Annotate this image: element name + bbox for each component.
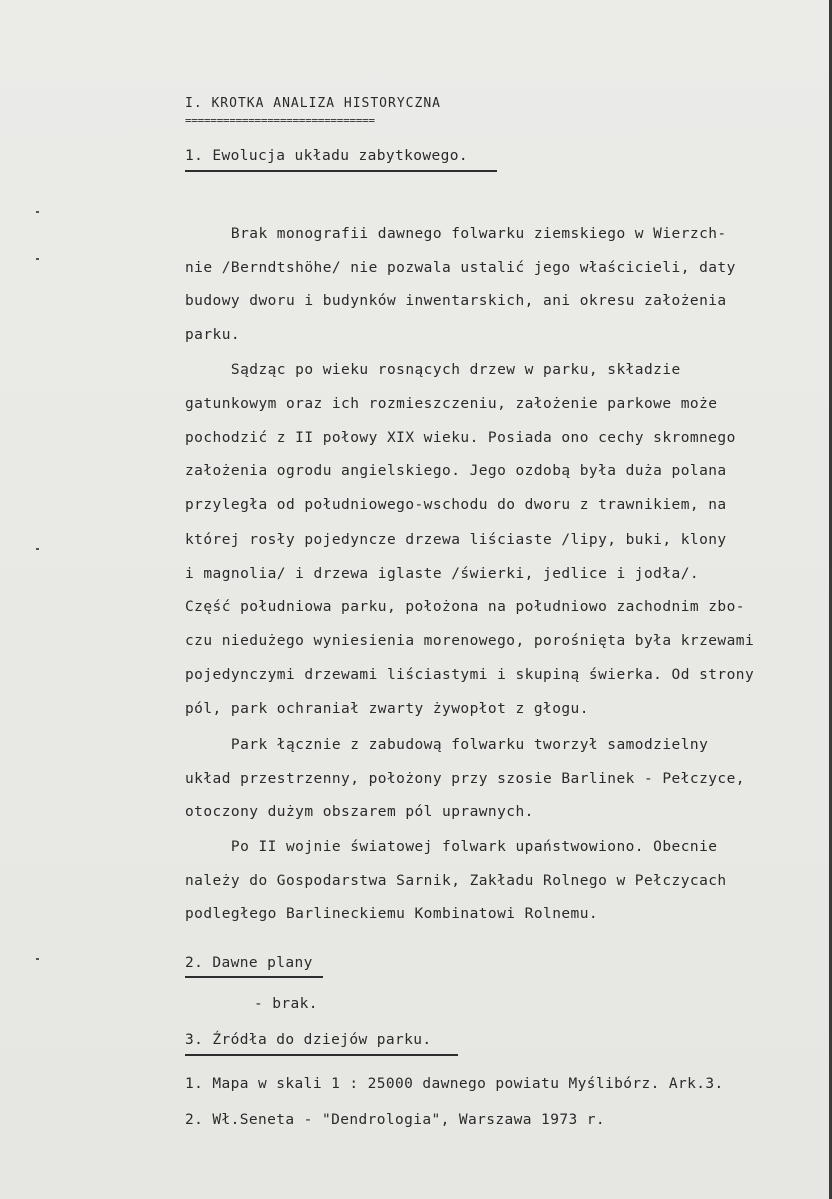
- paragraph-line: założenia ogrodu angielskiego. Jego ozdobą była duża polana: [185, 463, 727, 479]
- paragraph-line: otoczony dużym obszarem pól uprawnych.: [185, 804, 534, 820]
- margin-mark: [36, 211, 39, 213]
- margin-mark: [36, 548, 39, 550]
- paragraph-line: nie /Berndtshöhe/ nie pozwala ustalić jego właścicieli, daty: [185, 260, 736, 276]
- section-3-underline: [185, 1054, 458, 1056]
- section-1-underline: [185, 170, 497, 172]
- section-3-title: 3. Źródła do dziejów parku.: [185, 1032, 432, 1048]
- paragraph-line: Brak monografii dawnego folwarku ziemskiego w Wierzch-: [185, 226, 727, 242]
- paragraph-line: której rosły pojedyncze drzewa liściaste /lipy, buki, klony: [185, 532, 727, 548]
- section-2-underline: [185, 976, 323, 978]
- document-heading: I. KROTKA ANALIZA HISTORYCZNA: [185, 96, 441, 111]
- paragraph-line: czu niedużego wyniesienia morenowego, porośnięta była krzewami: [185, 633, 755, 649]
- paragraph-line: przyległa od południowego-wschodu do dworu z trawnikiem, na: [185, 497, 727, 513]
- margin-mark: [36, 958, 39, 960]
- paragraph-line: budowy dworu i budynków inwentarskich, ani okresu założenia: [185, 293, 727, 309]
- paragraph-line: i magnolia/ i drzewa iglaste /świerki, jedlice i jodła/.: [185, 566, 700, 582]
- margin-mark: [36, 258, 39, 260]
- paragraph-line: Sądząc po wieku rosnących drzew w parku, składzie: [185, 362, 681, 378]
- paragraph-line: należy do Gospodarstwa Sarnik, Zakładu Rolnego w Pełczycach: [185, 873, 727, 889]
- heading-double-underline: ==============================: [185, 114, 375, 127]
- paragraph-line: parku.: [185, 327, 241, 343]
- source-item: 2. Wł.Seneta - "Dendrologia", Warszawa 1973 r.: [185, 1112, 605, 1128]
- section-1-title: 1. Ewolucja układu zabytkowego.: [185, 148, 469, 164]
- section-2-content: - brak.: [254, 996, 318, 1012]
- paragraph-line: pojedynczymi drzewami liściastymi i skupiną świerka. Od strony: [185, 667, 755, 683]
- paragraph-line: podległego Barlineckiemu Kombinatowi Rolnemu.: [185, 906, 599, 922]
- paragraph-line: pól, park ochraniał zwarty żywopłot z głogu.: [185, 701, 589, 717]
- paragraph-line: Park łącznie z zabudową folwarku tworzył samodzielny: [185, 737, 709, 753]
- paragraph-line: Po II wojnie światowej folwark upaństwowiono. Obecnie: [185, 839, 718, 855]
- section-2-title: 2. Dawne plany: [185, 955, 313, 971]
- paragraph-line: gatunkowym oraz ich rozmieszczeniu, założenie parkowe może: [185, 396, 718, 412]
- paragraph-line: układ przestrzenny, położony przy szosie Barlinek - Pełczyce,: [185, 771, 745, 787]
- paragraph-line: pochodzić z II połowy XIX wieku. Posiada ono cechy skromnego: [185, 430, 736, 446]
- paragraph-line: Część południowa parku, położona na południowo zachodnim zbo-: [185, 599, 745, 615]
- source-item: 1. Mapa w skali 1 : 25000 dawnego powiatu Myślibórz. Ark.3.: [185, 1076, 724, 1092]
